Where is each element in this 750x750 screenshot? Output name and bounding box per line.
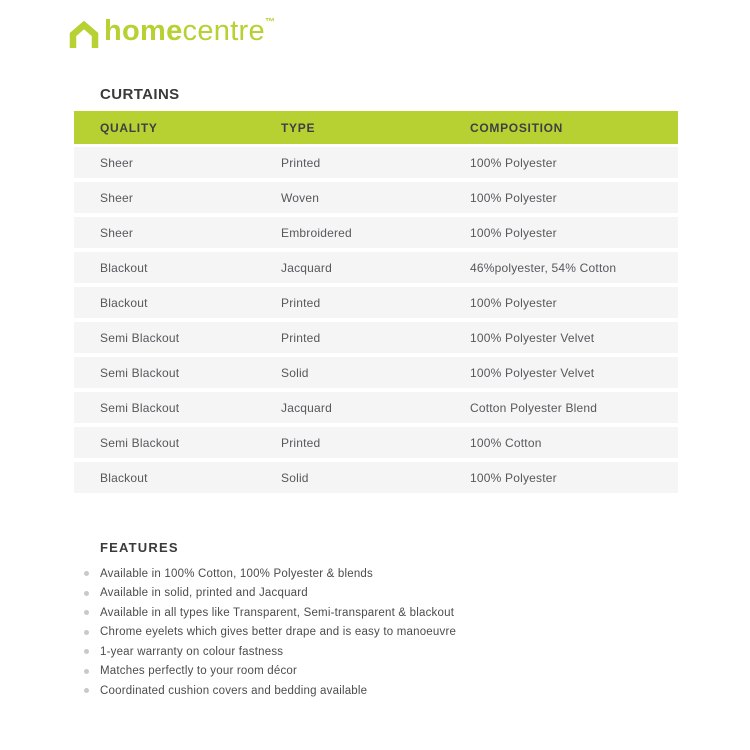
features-list: [74, 567, 614, 697]
bullet-dot-icon: [84, 571, 89, 576]
cell-composition: Cotton Polyester Blend: [470, 400, 598, 415]
cell-type: Solid: [281, 365, 309, 380]
cell-type: Jacquard: [281, 400, 332, 415]
cell-quality: Semi Blackout: [100, 435, 180, 450]
cell-type: Woven: [281, 190, 320, 205]
list-item: [84, 665, 614, 678]
cell-quality: Sheer: [100, 225, 134, 240]
house-icon: [68, 16, 104, 50]
cell-type: Embroidered: [281, 225, 352, 240]
table-row: [74, 392, 678, 423]
logo-word-home: home: [104, 15, 183, 47]
bullet-dot-icon: [84, 630, 89, 635]
feature-text: Available in 100% Cotton, 100% Polyester & blends: [100, 567, 373, 580]
features-title: FEATURES: [100, 540, 179, 555]
cell-quality: Semi Blackout: [100, 400, 180, 415]
column-header-composition: COMPOSITION: [470, 120, 564, 135]
cell-composition: 100% Polyester Velvet: [470, 365, 595, 380]
list-item: [84, 626, 614, 639]
cell-quality: Sheer: [100, 190, 134, 205]
bullet-dot-icon: [84, 610, 89, 615]
feature-text: Available in solid, printed and Jacquard: [100, 587, 308, 599]
table-row: [74, 252, 678, 283]
table-header-row: [74, 111, 678, 144]
feature-text: Matches perfectly to your room décor: [100, 665, 298, 677]
table-row: [74, 322, 678, 353]
table-row: [74, 287, 678, 318]
cell-composition: 100% Polyester: [470, 155, 557, 170]
features-section: [74, 540, 614, 704]
bullet-dot-icon: [84, 669, 89, 674]
table-row: [74, 357, 678, 388]
cell-composition: 100% Polyester: [470, 470, 557, 485]
cell-type: Solid: [281, 470, 309, 485]
page-title: CURTAINS: [100, 86, 180, 103]
table-row: [74, 462, 678, 493]
logo-wordmark: [104, 16, 275, 48]
bullet-dot-icon: [84, 649, 89, 654]
table-row: [74, 182, 678, 213]
cell-quality: Blackout: [100, 470, 148, 485]
cell-quality: Blackout: [100, 295, 148, 310]
table-row: [74, 147, 678, 178]
cell-quality: Blackout: [100, 260, 148, 275]
cell-type: Printed: [281, 330, 321, 345]
list-item: [84, 684, 614, 697]
feature-text: Coordinated cushion covers and bedding available: [100, 684, 368, 697]
cell-composition: 100% Polyester: [470, 295, 557, 310]
feature-text: 1-year warranty on colour fastness: [100, 645, 284, 658]
cell-quality: Sheer: [100, 155, 134, 170]
feature-text: Available in all types like Transparent, Semi-transparent & blackout: [100, 606, 455, 619]
table-row: [74, 427, 678, 458]
bullet-dot-icon: [84, 591, 89, 596]
column-header-type: TYPE: [281, 120, 316, 135]
trademark-symbol: ™: [264, 17, 276, 28]
list-item: [84, 606, 614, 619]
column-header-quality: QUALITY: [100, 120, 158, 135]
cell-composition: 46%polyester, 54% Cotton: [470, 260, 617, 275]
cell-type: Jacquard: [281, 260, 332, 275]
feature-text: Chrome eyelets which gives better drape and is easy to manoeuvre: [100, 626, 457, 638]
cell-type: Printed: [281, 155, 321, 170]
curtains-spec-table: [74, 111, 678, 497]
cell-composition: 100% Polyester Velvet: [470, 330, 595, 345]
cell-type: Printed: [281, 435, 321, 450]
cell-quality: Semi Blackout: [100, 330, 180, 345]
list-item: [84, 587, 614, 600]
list-item: [84, 567, 614, 580]
table-row: [74, 217, 678, 248]
bullet-dot-icon: [84, 688, 89, 693]
logo-word-centre: centre: [182, 15, 265, 47]
list-item: [84, 645, 614, 658]
homecentre-logo: [68, 16, 275, 50]
cell-composition: 100% Cotton: [470, 435, 542, 450]
cell-composition: 100% Polyester: [470, 225, 557, 240]
cell-composition: 100% Polyester: [470, 190, 557, 205]
cell-quality: Semi Blackout: [100, 365, 180, 380]
cell-type: Printed: [281, 295, 321, 310]
